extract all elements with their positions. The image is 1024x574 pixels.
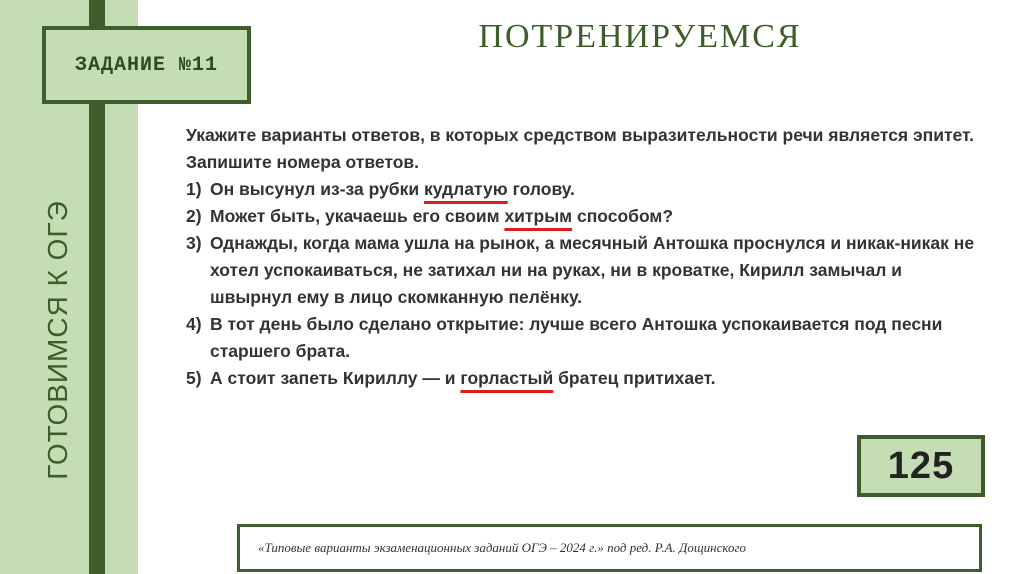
item-text: Он высунул из-за рубки кудлатую голову. — [210, 179, 575, 199]
highlighted-epithet: хитрым — [504, 206, 573, 226]
list-item-4 — [186, 311, 986, 365]
item-number: 3) — [186, 233, 202, 253]
item-text: А стоит запеть Кириллу — и горластый братец притихает. — [210, 368, 716, 388]
item-number: 2) — [186, 206, 202, 226]
answer-box — [857, 435, 985, 497]
list-item-3 — [186, 230, 986, 311]
item-number: 4) — [186, 314, 202, 334]
instruction-line-2: Запишите номера ответов. — [186, 152, 420, 172]
list-item-2 — [186, 203, 986, 230]
item-number: 5) — [186, 368, 202, 388]
task-number-box — [42, 26, 251, 104]
list-item-5 — [186, 365, 986, 392]
task-number-label: ЗАДАНИЕ №11 — [74, 53, 219, 77]
source-citation-box — [237, 524, 982, 572]
list-item-1 — [186, 176, 986, 203]
item-text: В тот день было сделано открытие: лучше всего Антошка успокаивается под песни старшего брата. — [210, 314, 943, 361]
highlighted-epithet: горластый — [460, 368, 554, 388]
item-number: 1) — [186, 179, 202, 199]
item-text: Может быть, укачаешь его своим хитрым способом? — [210, 206, 674, 226]
source-citation: «Типовые варианты экзаменационных заданий ОГЭ – 2024 г.» под ред. Р.А. Дощинского — [258, 540, 747, 555]
exercise-text — [186, 122, 986, 392]
highlighted-epithet: кудлатую — [424, 179, 508, 199]
answer-value: 125 — [887, 444, 955, 487]
page-title: ПОТРЕНИРУЕМСЯ — [478, 18, 802, 55]
item-text: Однажды, когда мама ушла на рынок, а месячный Антошка проснулся и никак-никак не хотел успокаиваться, не затихал ни на руках, ни в кроватке, Кирилл замычал и швырнул ему в лицо скомканную пелёнку. — [210, 233, 975, 307]
instruction-line-1: Укажите варианты ответов, в которых средством выразительности речи является эпитет. — [186, 125, 974, 145]
sidebar-vertical-title: ГОТОВИМСЯ К ОГЭ — [42, 200, 73, 480]
